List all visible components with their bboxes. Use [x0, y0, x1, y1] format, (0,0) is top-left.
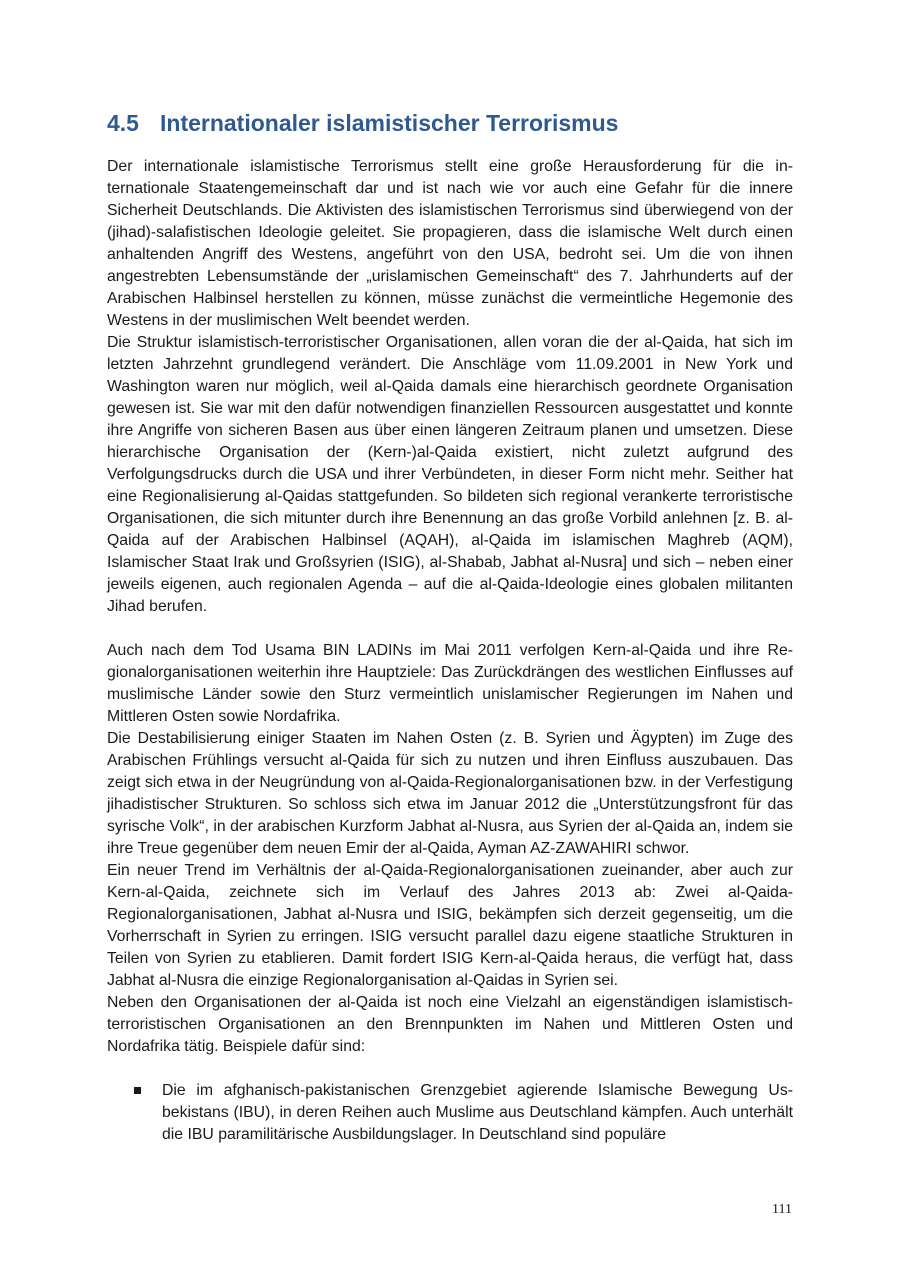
section-title: Internationaler islamistischer Terrorismus [160, 110, 619, 136]
paragraph: Auch nach dem Tod Usama BIN LADINs im Mai 2011 verfolgen Kern-al-Qaida und ihre Regionalorganisationen weiterhin ihre Hauptziele: Das Zurückdrängen des westlichen Einflusses auf muslimische Länder sowie den Sturz vermeintlich unislamischer Regierungen im Nahen und Mittleren Osten sowie Nordafrika. [107, 642, 793, 725]
square-bullet-icon [134, 1087, 141, 1094]
paragraph: Neben den Organisationen der al-Qaida ist noch eine Vielzahl an eigenständigen islamistisch-terroristischen Organisationen an den Brennpunkten im Nahen und Mittleren Osten und Nordafrika tätig. Beispiele dafür sind: [107, 994, 793, 1055]
section-number: 4.5 [107, 110, 139, 136]
bullet-list [107, 1080, 793, 1146]
paragraph: Ein neuer Trend im Verhältnis der al-Qaida-Regionalorganisationen zueinander, aber auch zur Kern-al-Qaida, zeichnete sich im Verlauf des Jahres 2013 ab: Zwei al-Qaida-Regionalorganisationen, Jabhat al-Nusra und ISIG, bekämpfen sich derzeit gegenseitig, um die Vorherrschaft in Syrien zu erringen. ISIG versucht parallel dazu eigene staatliche Strukturen in Teilen von Syrien zu etablieren. Damit fordert ISIG Kern-al-Qaida heraus, die verfügt hat, dass Jabhat al-Nusra die einzige Regionalorganisation al-Qaidas in Syrien sei. [107, 862, 793, 989]
list-item [107, 1080, 793, 1146]
list-item-text: Die im afghanisch-pakistanischen Grenzgebiet agierende Islamische Bewegung Usbekistans (IBU), in deren Reihen auch Muslime aus Deutschland kämpfen. Auch unterhält die IBU paramilitärische Ausbildungslager. In Deutschland sind populäre [162, 1082, 793, 1143]
section-heading [107, 108, 807, 138]
paragraph: Die Destabilisierung einiger Staaten im Nahen Osten (z. B. Syrien und Ägypten) im Zuge des Arabischen Frühlings versucht al-Qaida für sich zu nutzen und ihren Einfluss auszubauen. Das zeigt sich etwa in der Neugründung von al-Qaida-Regionalorganisationen bzw. in der Verfestigung jihadistischer Strukturen. So schloss sich etwa im Januar 2012 die „Unterstützungsfront für das syrische Volk“, in der arabischen Kurzform Jabhat al-Nusra, aus Syrien der al-Qaida an, indem sie ihre Treue gegenüber dem neuen Emir der al-Qaida, Ayman AZ-ZAWAHIRI schwor. [107, 730, 793, 857]
paragraph: Die Struktur islamistisch-terroristischer Organisationen, allen voran die der al-Qaida, hat sich im letzten Jahrzehnt grundlegend verändert. Die Anschläge vom 11.09.2001 in New York und Washington waren nur möglich, weil al-Qaida damals eine hierarchisch geordnete Organisation gewesen ist. Sie war mit den dafür notwendigen finanziellen Ressourcen ausgestattet und konnte ihre Angriffe von sicheren Basen aus über einen längeren Zeitraum planen und umsetzen. Diese hierarchische Organisation der (Kern-)al-Qaida existiert, nicht zuletzt aufgrund des Verfolgungsdrucks durch die USA und ihrer Verbündeten, in dieser Form nicht mehr. Seither hat eine Regionalisierung al-Qaidas stattgefunden. So bildeten sich regional verankerte terroristische Organisationen, die sich mitunter durch ihre Benennung an das große Vorbild anlehnen [z. B. al-Qaida auf der Arabischen Halbinsel (AQAH), al-Qaida im islamischen Maghreb (AQM), Islamischer Staat Irak und Großsyrien (ISIG), al-Shabab, Jabhat al-Nusra] und sich – neben einer jeweils eigenen, auch regionalen Agenda – auf die al-Qaida-Ideologie eines globalen militanten Jihad berufen. [107, 334, 793, 615]
page-number: 111 [772, 1202, 792, 1217]
body-text [107, 156, 793, 1146]
paragraph: Der internationale islamistische Terrorismus stellt eine große Herausforderung für die internationale Staatengemeinschaft dar und ist nach wie vor auch eine Gefahr für die innere Sicherheit Deutschlands. Die Aktivisten des islamistischen Terrorismus sind überwiegend von der (jihad)-salafistischen Ideologie geleitet. Sie propagieren, dass die islamische Welt durch einen anhaltenden Angriff des Westens, angeführt von den USA, bedroht sei. Um die von ihnen angestrebten Lebensumstände der „urislamischen Gemeinschaft“ des 7. Jahrhunderts auf der Arabischen Halbinsel herstellen zu können, müsse zunächst die vermeintliche Hegemonie des Westens in der muslimischen Welt beendet werden. [107, 158, 793, 329]
